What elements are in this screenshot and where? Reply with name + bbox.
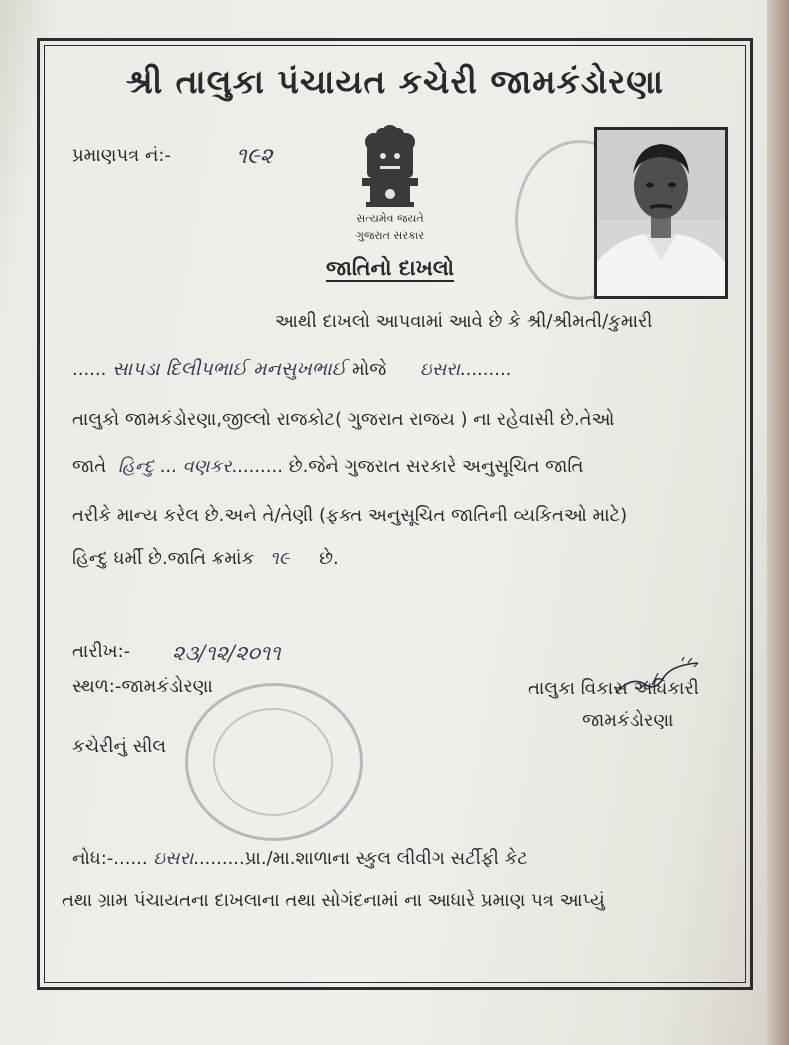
religion-text: હિન્દુ ધર્મી છે.જાતિ ક્રમાંક <box>72 548 255 569</box>
village-name: ઇસરા <box>420 359 460 380</box>
office-header: શ્રી તાલુકા પંચાયત કચેરી જામકંડોરણા <box>125 62 665 101</box>
recognition-line: તરીકે માન્ય કરેલ છે.અને તે/તેણી (ફક્ત અનુસૂચિત જાતિની વ્યકિતઓ માટે) <box>72 505 628 526</box>
officer-title: તાલુકા વિકાસ અધિકારી <box>528 678 699 699</box>
taluka-district-line: તાલુકો જામકંડોરણા,જીલ્લો રાજકોટ( ગુજરાત રાજય ) ના રહેવાસી છે.તેઓ <box>72 409 615 430</box>
name-line <box>72 358 511 380</box>
certify-line: આથી દાખલો આપવામાં આવે છે કે શ્રી/શ્રીમતી/કુમારી <box>275 311 653 332</box>
holder-photo <box>594 127 728 299</box>
note-text: .........પ્રા./મા.શાળાના સ્કુલ લીવીગ સર્ટીફી કેટ <box>193 848 528 869</box>
caste-dots: ......... <box>231 456 283 477</box>
officer-place: જામકંડોરણા <box>582 710 674 731</box>
caste-tail-text: છે.જેને ગુજરાત સરકારે અનુસૂચિત જાતિ <box>288 456 584 477</box>
date-label: તારીખ:- <box>72 641 131 662</box>
background-edge <box>767 0 789 1045</box>
certificate-number-value: ૧૯૨ <box>236 144 273 169</box>
caste-line: જાતે હિન્દુ ... વણકર......... છે.જેને ગુજરાત સરકારે અનુસૂચિત જાતિ <box>72 456 584 477</box>
caste-religion-value: હિન્દુ <box>117 456 154 477</box>
office-seal-label: કચેરીનું સીલ <box>72 736 167 757</box>
document-title: જાતિનો દાખલો <box>325 256 455 280</box>
note-line-two: તથા ગ્રામ પંચાયતના દાખલાના તથા સોગંદનામાં ના આધારે પ્રમાણ પત્ર આપ્યું <box>62 890 605 911</box>
village-dots: ......... <box>459 359 512 380</box>
national-emblem-icon <box>350 118 430 226</box>
caste-serial-number: ૧૯ <box>269 548 290 569</box>
holder-name: સાપડા દિલીપભાઈ મનસુખભાઈ <box>112 358 347 380</box>
note-school-name: ઇસરા <box>153 848 194 869</box>
caste-label: જાતે <box>72 456 107 477</box>
office-seal-inner-ring <box>213 708 333 816</box>
place-line: સ્થળ:-જામકંડોરણા <box>72 676 213 697</box>
religion-tail: છે. <box>319 548 339 569</box>
note-line <box>72 848 528 869</box>
person-photo-icon <box>597 130 725 296</box>
village-label: મોજે <box>352 359 387 380</box>
name-dots: ...... <box>72 359 107 380</box>
emblem-government-name: ગુજરાત સરકાર <box>355 229 425 242</box>
issue-date: ૨૩/૧૨/૨૦૧૧ <box>172 641 281 665</box>
caste-value: વણકર <box>182 456 232 477</box>
note-dots: ...... <box>113 848 148 869</box>
note-label: નોધ:- <box>72 848 114 869</box>
emblem-motto: સત્યમેવ જયતે <box>356 212 424 225</box>
religion-line <box>72 548 339 569</box>
certificate-number-label: પ્રમાણપત્ર નં:- <box>72 145 171 166</box>
